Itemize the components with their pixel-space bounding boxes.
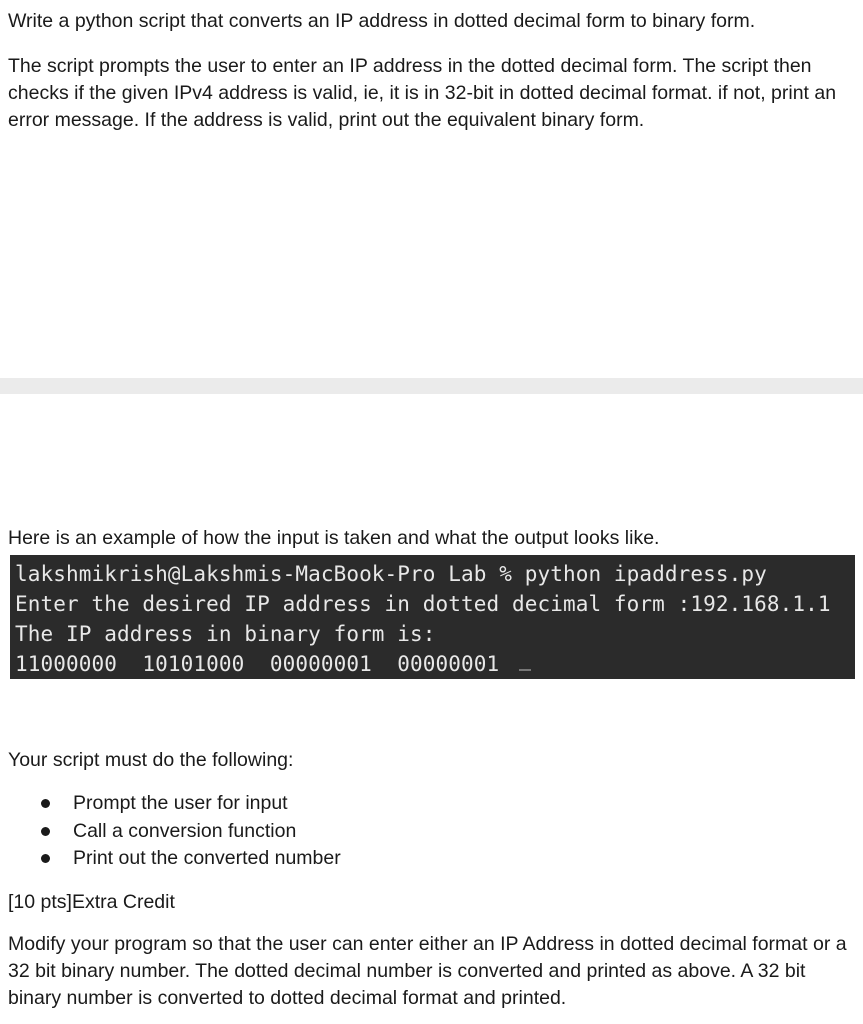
terminal-line-prompt: Enter the desired IP address in dotted decimal form :192.168.1.1 — [15, 592, 831, 616]
requirements-heading: Your script must do the following: — [8, 749, 294, 771]
terminal-line-command: lakshmikrish@Lakshmis-MacBook-Pro Lab % python ipaddress.py — [15, 562, 767, 586]
extra-credit-heading: [10 pts]Extra Credit — [8, 891, 175, 913]
terminal-line-result-label: The IP address in binary form is: — [15, 622, 436, 646]
list-item — [40, 790, 341, 818]
requirement-text: Prompt the user for input — [73, 792, 288, 814]
page-divider — [0, 378, 863, 394]
binary-output-text: 11000000 10101000 00000001 00000001 — [15, 652, 500, 676]
terminal-line-binary-output — [15, 649, 855, 679]
assignment-title: Write a python script that converts an IP address in dotted decimal form to binary form. — [8, 10, 756, 32]
extra-credit-description: Modify your program so that the user can enter either an IP Address in dotted decimal format or a 32 bit binary number. The dotted decimal number is converted and printed as above. A 32 bit binary number is converted to dotted decimal format and printed. — [8, 933, 847, 1009]
terminal-cursor — [519, 669, 531, 671]
bullet-icon — [41, 799, 50, 808]
requirement-text: Print out the converted number — [73, 847, 341, 869]
terminal-screenshot — [10, 555, 855, 679]
requirements-list — [40, 790, 341, 873]
example-intro: Here is an example of how the input is taken and what the output looks like. — [8, 527, 660, 549]
bullet-icon — [41, 827, 50, 836]
bullet-icon — [41, 854, 50, 863]
assignment-description: The script prompts the user to enter an IP address in the dotted decimal form. The script then checks if the given IPv4 address is valid, ie, it is in 32-bit in dotted decimal format. if not, print an error message. If the address is valid, print out the equivalent binary form. — [8, 55, 837, 131]
requirement-text: Call a conversion function — [73, 819, 297, 842]
list-item — [40, 818, 341, 846]
list-item — [40, 845, 341, 873]
